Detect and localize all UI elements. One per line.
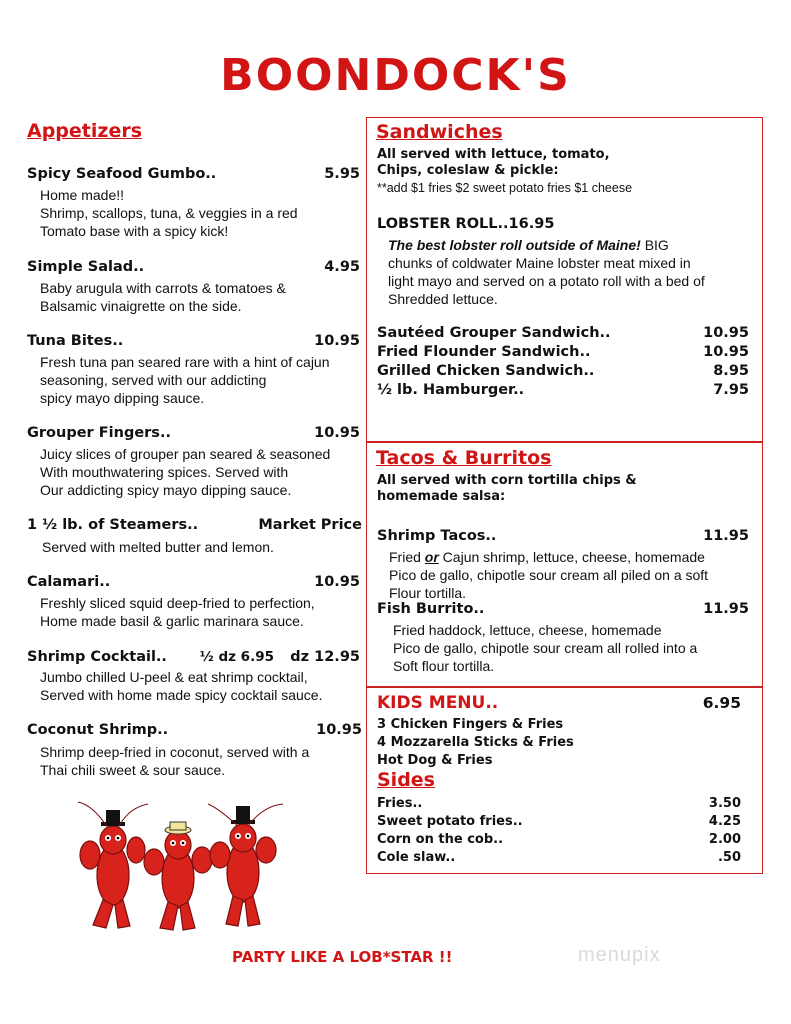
taco-item-name: Shrimp Tacos.. xyxy=(377,528,497,544)
side-item-price: 2.00 xyxy=(708,832,741,847)
sandwich-item-price: 7.95 xyxy=(713,382,749,398)
kids-item: Hot Dog & Fries xyxy=(377,753,493,768)
sandwich-item-name: Sautéed Grouper Sandwich.. xyxy=(377,325,611,341)
menu-item-name: Spicy Seafood Gumbo.. xyxy=(27,166,217,182)
restaurant-title: BOONDOCK'S xyxy=(220,50,571,101)
menu-item-name: Calamari.. xyxy=(27,574,111,590)
menu-item-price-half: ½ dz 6.95 xyxy=(199,649,274,665)
side-item-price: 3.50 xyxy=(708,796,741,811)
menu-item-name: Shrimp Cocktail.. xyxy=(27,649,167,665)
side-item-name: Cole slaw.. xyxy=(377,850,456,865)
sandwich-item-price: 10.95 xyxy=(703,325,749,341)
kids-menu-price: 6.95 xyxy=(702,694,741,712)
side-item-name: Corn on the cob.. xyxy=(377,832,504,847)
taco-desc-text: Cajun shrimp, lettuce, cheese, homemade Pico de gallo, chipotle sour cream all piled on a soft Flour tortilla. xyxy=(389,549,709,601)
taco-desc-or: or xyxy=(424,549,439,565)
footer-slogan: PARTY LIKE A LOB*STAR !! xyxy=(232,948,453,966)
taco-item-price: 11.95 xyxy=(703,528,749,544)
side-item-price: .50 xyxy=(717,850,741,865)
lobster-mascots-illustration xyxy=(68,800,288,940)
sandwich-item-price: 10.95 xyxy=(703,344,749,360)
kids-item: 4 Mozzarella Sticks & Fries xyxy=(377,735,574,750)
menu-item-name: Coconut Shrimp.. xyxy=(27,722,169,738)
menu-item-desc: Shrimp deep-fried in coconut, served with a Thai chili sweet & sour sauce. xyxy=(40,744,310,778)
menu-item-price: 10.95 xyxy=(314,574,360,590)
lobster-roll-desc xyxy=(388,236,756,308)
menu-item-price: 10.95 xyxy=(316,722,362,738)
sandwiches-header: Sandwiches xyxy=(376,121,503,143)
menu-item-desc: Freshly sliced squid deep-fried to perfection, Home made basil & garlic marinara sauce. xyxy=(40,595,315,629)
side-item-name: Fries.. xyxy=(377,796,423,811)
sides-header: Sides xyxy=(377,769,435,791)
appetizers-header: Appetizers xyxy=(27,120,143,142)
menu-item-price: 10.95 xyxy=(314,425,360,441)
side-item-name: Sweet potato fries.. xyxy=(377,814,523,829)
menu-item-price: 5.95 xyxy=(324,166,360,182)
lobster-roll-name: LOBSTER ROLL..16.95 xyxy=(377,216,555,232)
menu-item-desc: Juicy slices of grouper pan seared & seasoned With mouthwatering spices. Served with Our addicting spicy mayo dipping sauce. xyxy=(40,446,331,498)
side-item-price: 4.25 xyxy=(708,814,741,829)
sandwich-item-name: ½ lb. Hamburger.. xyxy=(377,382,525,398)
menu-item-price: Market Price xyxy=(258,517,362,533)
sandwich-item-name: Fried Flounder Sandwich.. xyxy=(377,344,591,360)
taco-item-name: Fish Burrito.. xyxy=(377,601,485,617)
menu-item-desc: Baby arugula with carrots & tomatoes & Balsamic vinaigrette on the side. xyxy=(40,280,286,314)
menu-item-name: Tuna Bites.. xyxy=(27,333,124,349)
sandwiches-subtitle: All served with lettuce, tomato, Chips, coleslaw & pickle: xyxy=(377,147,610,178)
taco-item-price: 11.95 xyxy=(703,601,749,617)
lobster-roll-text: BIG chunks of coldwater Maine lobster meat mixed in light mayo and served on a potato roll with a bed of Shredded lettuce. xyxy=(388,237,705,307)
tacos-subtitle: All served with corn tortilla chips & homemade salsa: xyxy=(377,473,637,504)
menu-item-desc: Served with melted butter and lemon. xyxy=(42,539,274,555)
kids-menu-header: KIDS MENU.. xyxy=(377,693,499,713)
taco-item-desc: Fried haddock, lettuce, cheese, homemade Pico de gallo, chipotle sour cream all rolled into a Soft flour tortilla. xyxy=(393,622,698,674)
watermark: menupix xyxy=(578,944,661,966)
menu-item-desc: Jumbo chilled U-peel & eat shrimp cocktail, Served with home made spicy cocktail sauce. xyxy=(40,669,323,703)
menu-item-name: Grouper Fingers.. xyxy=(27,425,171,441)
sandwich-item-price: 8.95 xyxy=(713,363,749,379)
tacos-header: Tacos & Burritos xyxy=(376,447,552,469)
menu-item-price: 10.95 xyxy=(314,333,360,349)
menu-item-price: dz 12.95 xyxy=(290,649,360,665)
menu-item-desc: Fresh tuna pan seared rare with a hint of cajun seasoning, served with our addicting spicy mayo dipping sauce. xyxy=(40,354,330,406)
sandwich-item-name: Grilled Chicken Sandwich.. xyxy=(377,363,595,379)
taco-item-desc xyxy=(389,548,757,602)
sandwiches-note: **add $1 fries $2 sweet potato fries $1 cheese xyxy=(377,181,633,195)
menu-item-desc: Home made!! Shrimp, scallops, tuna, & veggies in a red Tomato base with a spicy kick! xyxy=(40,187,298,239)
lobster-roll-lead: The best lobster roll outside of Maine! xyxy=(388,237,641,253)
menu-item-price: 4.95 xyxy=(324,259,360,275)
taco-desc-pre: Fried xyxy=(389,549,425,565)
menu-item-name: 1 ½ lb. of Steamers.. xyxy=(27,517,199,533)
menu-item-name: Simple Salad.. xyxy=(27,259,145,275)
kids-item: 3 Chicken Fingers & Fries xyxy=(377,717,564,732)
